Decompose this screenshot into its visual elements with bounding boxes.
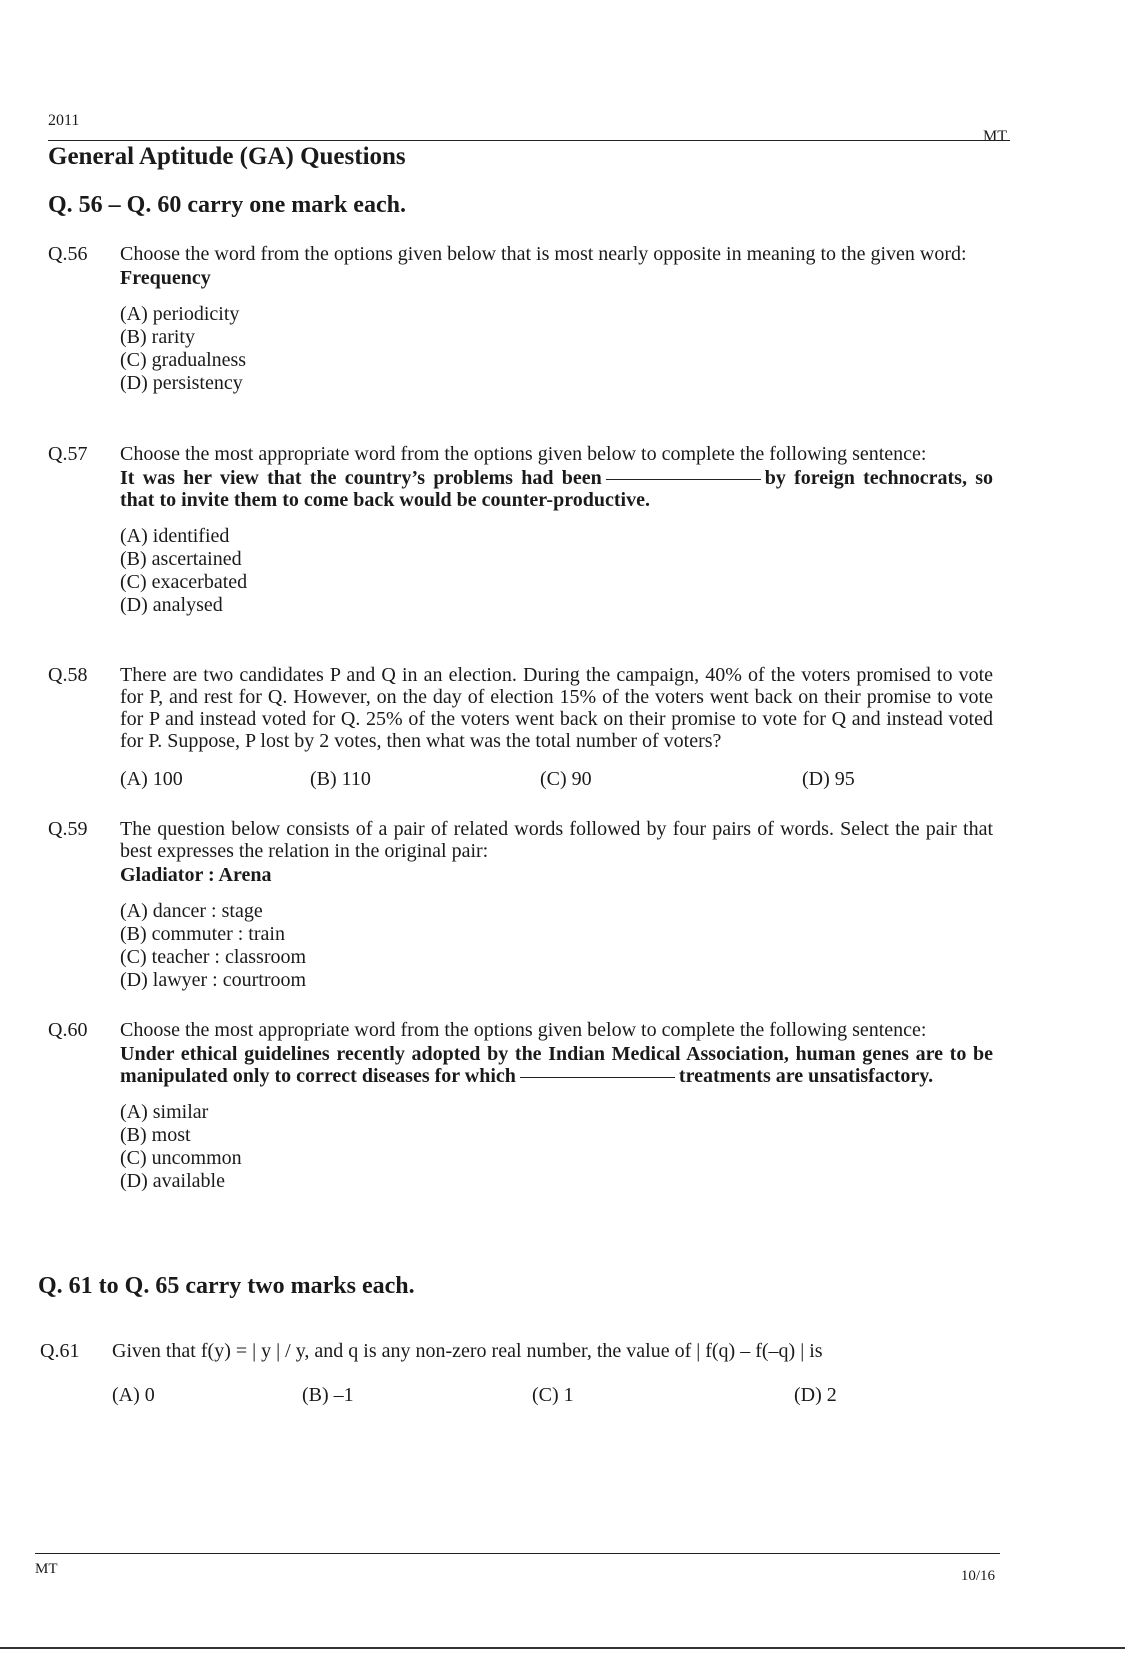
question-56	[48, 243, 993, 395]
header-code: MT	[983, 128, 1007, 145]
option-d: (D) persistency	[120, 372, 243, 394]
question-text: Choose the most appropriate word from the options given below to complete the following sentence:	[120, 1019, 927, 1041]
question-57	[48, 443, 993, 617]
option-d: (D) analysed	[120, 594, 223, 616]
question-keyword: Gladiator : Arena	[120, 864, 272, 886]
section-title: General Aptitude (GA) Questions	[48, 143, 406, 170]
option-d: (D) 2	[794, 1384, 837, 1406]
question-text: Choose the most appropriate word from the options given below to complete the following sentence:	[120, 443, 927, 465]
option-a: (A) 100	[120, 768, 183, 790]
question-text: The question below consists of a pair of related words followed by four pairs of words. Select the pair that best expresses the relation in the original pair:	[120, 818, 993, 862]
scan-edge-rule	[0, 1647, 1125, 1649]
option-c: (C) teacher : classroom	[120, 946, 307, 968]
option-c: (C) uncommon	[120, 1147, 242, 1169]
option-a: (A) identified	[120, 525, 230, 547]
option-b: (B) ascertained	[120, 548, 242, 570]
question-number: Q.60	[48, 1019, 88, 1041]
option-d: (D) available	[120, 1170, 225, 1192]
question-keyword: Frequency	[120, 267, 211, 289]
option-a: (A) similar	[120, 1101, 209, 1123]
question-number: Q.59	[48, 818, 88, 840]
footer-code: MT	[35, 1561, 58, 1577]
question-sentence	[120, 467, 993, 511]
header-year: 2011	[48, 112, 80, 129]
sentence-part-2: by foreign technocrats, so that to invite them to come back would be counter-productive.	[120, 467, 994, 511]
question-58	[48, 664, 993, 791]
sentence-part-2: treatments are unsatisfactory.	[678, 1065, 934, 1087]
question-59	[48, 818, 993, 992]
question-number: Q.57	[48, 443, 88, 465]
answer-blank	[520, 1076, 675, 1078]
option-c: (C) 1	[532, 1384, 574, 1406]
option-c: (C) 90	[540, 768, 592, 790]
option-b: (B) rarity	[120, 326, 195, 348]
question-text: Choose the word from the options given below that is most nearly opposite in meaning to the given word:	[120, 243, 967, 265]
answer-blank	[606, 478, 761, 480]
sentence-part-1: Under ethical guidelines recently adopted by the Indian Medical Association, human genes are to be manipulated only to correct diseases for which	[120, 1043, 993, 1087]
option-a: (A) dancer : stage	[120, 900, 263, 922]
question-number: Q.56	[48, 243, 88, 265]
header-rule	[48, 140, 1010, 141]
option-d: (D) 95	[802, 768, 855, 790]
option-a: (A) 0	[112, 1384, 155, 1406]
question-number: Q.58	[48, 664, 88, 686]
question-61	[40, 1340, 985, 1407]
question-60	[48, 1019, 993, 1193]
option-c: (C) gradualness	[120, 349, 247, 371]
option-a: (A) periodicity	[120, 303, 240, 325]
question-text: Given that f(y) = | y | / y, and q is any non-zero real number, the value of | f(q) – f(–q) | is	[112, 1340, 823, 1362]
question-number: Q.61	[40, 1340, 80, 1362]
option-d: (D) lawyer : courtroom	[120, 969, 307, 991]
option-b: (B) –1	[302, 1384, 354, 1406]
sentence-part-1: It was her view that the country’s problems had been	[120, 467, 602, 489]
part1-title: Q. 56 – Q. 60 carry one mark each.	[48, 192, 406, 218]
option-b: (B) 110	[310, 768, 371, 790]
question-text: There are two candidates P and Q in an election. During the campaign, 40% of the voters promised to vote for P, and rest for Q. However, on the day of election 15% of the voters went back on their promise to vote for P and instead voted for Q. 25% of the voters went back on their promise to vote for Q and instead voted for P. Suppose, P lost by 2 votes, then what was the total number of voters?	[120, 664, 993, 752]
option-b: (B) most	[120, 1124, 191, 1146]
part2-title: Q. 61 to Q. 65 carry two marks each.	[38, 1273, 415, 1299]
footer-rule	[35, 1553, 1000, 1554]
option-c: (C) exacerbated	[120, 571, 248, 593]
option-b: (B) commuter : train	[120, 923, 285, 945]
page-number: 10/16	[960, 1568, 995, 1584]
question-sentence	[120, 1043, 993, 1087]
